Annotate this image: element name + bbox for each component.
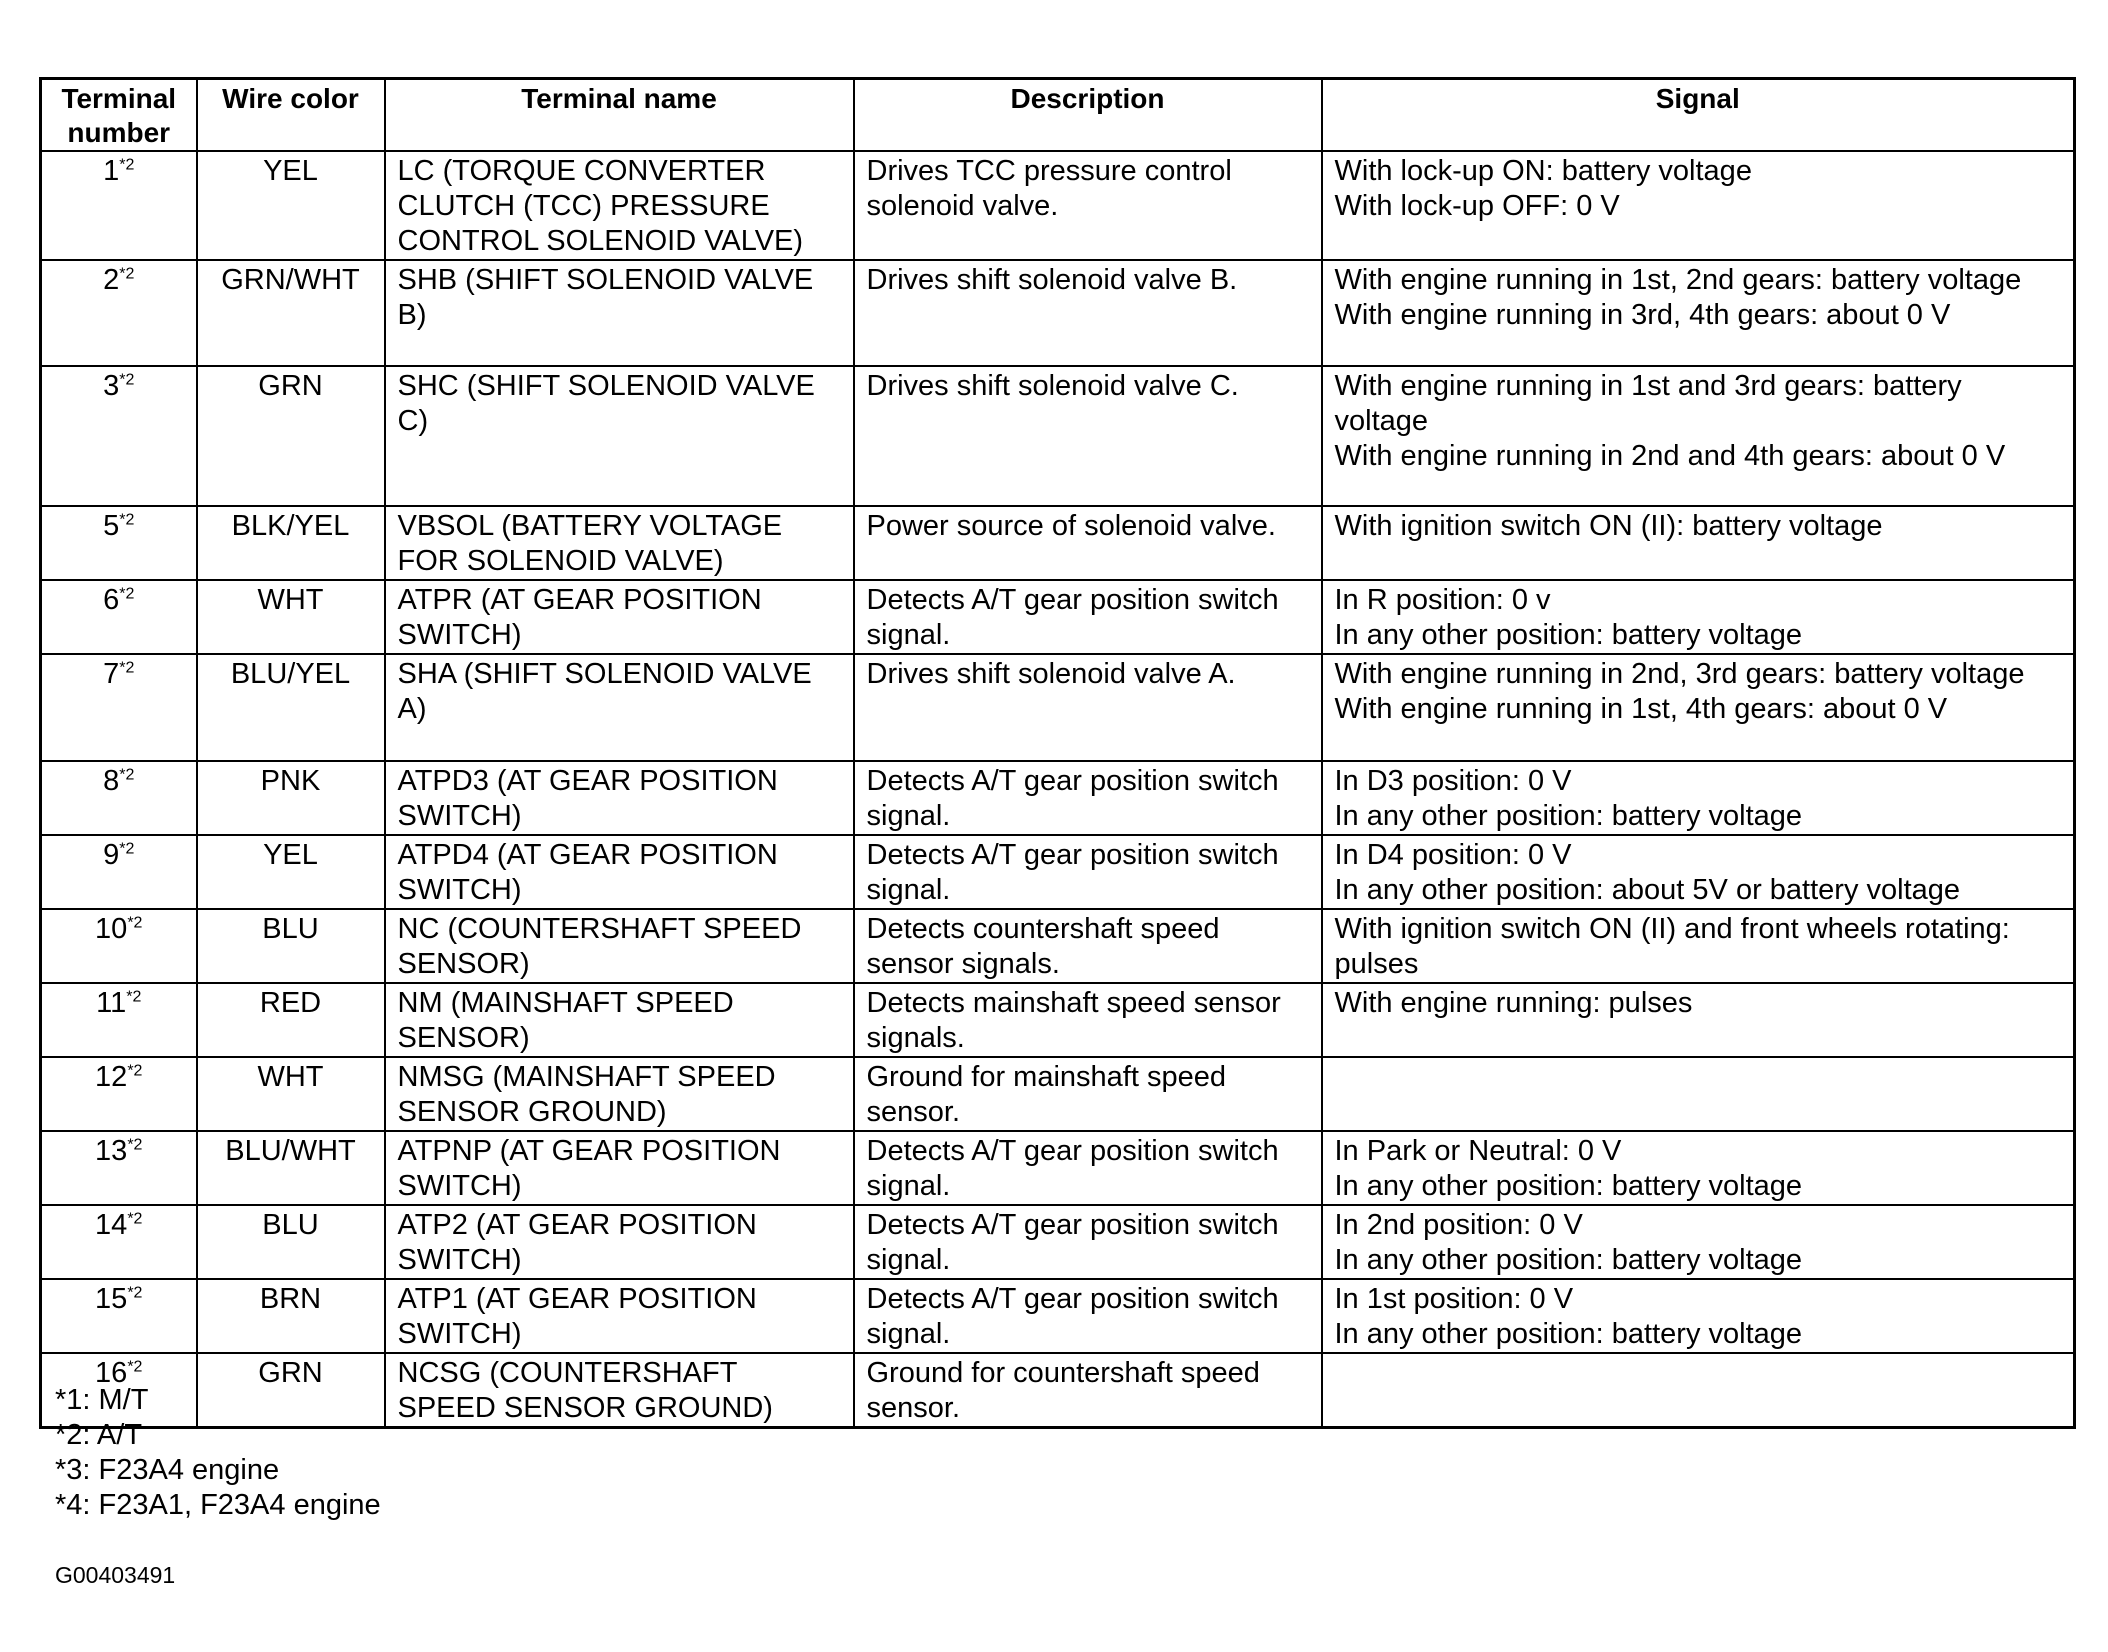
cell-terminal-name: ATP2 (AT GEAR POSITION SWITCH)	[385, 1205, 854, 1279]
signal-line: With engine running in 2nd, 3rd gears: battery voltage	[1334, 658, 2025, 690]
terminal-number: 1	[103, 155, 120, 187]
cell-terminal-number	[41, 1205, 197, 1279]
table-row	[41, 366, 2075, 506]
cell-description: Detects countershaft speed sensor signals.	[854, 909, 1322, 983]
header-signal: Signal	[1322, 79, 2075, 152]
footnote-mark: *2	[127, 1284, 143, 1302]
terminal-number: 9	[103, 839, 120, 871]
cell-wire-color: BLU	[197, 909, 385, 983]
signal-line: In any other position: battery voltage	[1334, 1170, 1803, 1202]
cell-wire-color: BLK/YEL	[197, 506, 385, 580]
footnote: *3: F23A4 engine	[55, 1454, 280, 1486]
cell-terminal-number	[41, 761, 197, 835]
cell-wire-color: GRN/WHT	[197, 260, 385, 366]
cell-description: Drives shift solenoid valve A.	[854, 654, 1322, 761]
cell-terminal-name: NMSG (MAINSHAFT SPEED SENSOR GROUND)	[385, 1057, 854, 1131]
footnotes	[55, 1383, 381, 1523]
signal-line: In any other position: battery voltage	[1334, 800, 1803, 832]
table-row	[41, 506, 2075, 580]
cell-terminal-number	[41, 1057, 197, 1131]
cell-signal	[1322, 260, 2075, 366]
cell-terminal-number	[41, 654, 197, 761]
table-row	[41, 909, 2075, 983]
table-body	[41, 151, 2075, 1428]
cell-signal	[1322, 506, 2075, 580]
cell-signal	[1322, 909, 2075, 983]
table-row	[41, 983, 2075, 1057]
table-row	[41, 835, 2075, 909]
figure-id: G00403491	[55, 1562, 176, 1588]
footnote-mark: *2	[127, 1136, 143, 1154]
signal-line: With lock-up ON: battery voltage	[1334, 155, 1752, 187]
terminal-number: 3	[103, 370, 120, 402]
cell-terminal-number	[41, 983, 197, 1057]
cell-description: Power source of solenoid valve.	[854, 506, 1322, 580]
terminal-number: 15	[95, 1283, 128, 1315]
terminal-table	[39, 77, 2076, 1429]
cell-signal	[1322, 366, 2075, 506]
footnote-mark: *2	[119, 659, 135, 677]
terminal-number: 10	[95, 913, 128, 945]
header-terminal-name: Terminal name	[385, 79, 854, 152]
cell-signal	[1322, 1205, 2075, 1279]
cell-wire-color: BLU/WHT	[197, 1131, 385, 1205]
terminal-number: 6	[103, 584, 120, 616]
signal-line: With engine running: pulses	[1334, 987, 1693, 1019]
terminal-number: 7	[103, 658, 120, 690]
cell-description: Detects mainshaft speed sensor signals.	[854, 983, 1322, 1057]
cell-wire-color: GRN	[197, 366, 385, 506]
header-description: Description	[854, 79, 1322, 152]
terminal-number: 12	[95, 1061, 128, 1093]
cell-terminal-number	[41, 260, 197, 366]
cell-signal	[1322, 835, 2075, 909]
footnote-mark: *2	[119, 585, 135, 603]
cell-signal	[1322, 1279, 2075, 1353]
signal-line: In 1st position: 0 V	[1334, 1283, 1574, 1315]
signal-line: With engine running in 1st, 4th gears: about 0 V	[1334, 693, 1948, 725]
cell-terminal-number	[41, 580, 197, 654]
cell-terminal-number	[41, 151, 197, 260]
footnote-mark: *2	[127, 1062, 143, 1080]
cell-terminal-name: ATPNP (AT GEAR POSITION SWITCH)	[385, 1131, 854, 1205]
signal-line: In D3 position: 0 V	[1334, 765, 1572, 797]
terminal-number: 5	[103, 510, 120, 542]
signal-line: In R position: 0 v	[1334, 584, 1551, 616]
cell-terminal-number	[41, 1279, 197, 1353]
footnote-mark: *2	[119, 511, 135, 529]
signal-line: In any other position: battery voltage	[1334, 619, 1803, 651]
cell-terminal-name: SHB (SHIFT SOLENOID VALVE B)	[385, 260, 854, 366]
terminal-table-container	[39, 77, 2073, 1429]
cell-signal	[1322, 761, 2075, 835]
signal-line: With engine running in 1st and 3rd gears: battery voltage	[1334, 370, 1962, 437]
signal-line: In Park or Neutral: 0 V	[1334, 1135, 1622, 1167]
footnote-mark: *2	[127, 914, 143, 932]
cell-terminal-name: ATPD4 (AT GEAR POSITION SWITCH)	[385, 835, 854, 909]
cell-description: Ground for mainshaft speed sensor.	[854, 1057, 1322, 1131]
cell-description: Ground for countershaft speed sensor.	[854, 1353, 1322, 1428]
table-row	[41, 260, 2075, 366]
cell-terminal-name: SHA (SHIFT SOLENOID VALVE A)	[385, 654, 854, 761]
footnote: *4: F23A1, F23A4 engine	[55, 1489, 381, 1521]
cell-wire-color: YEL	[197, 835, 385, 909]
signal-line: With engine running in 2nd and 4th gears: about 0 V	[1334, 440, 2006, 472]
cell-terminal-number	[41, 835, 197, 909]
cell-wire-color: BLU/YEL	[197, 654, 385, 761]
cell-terminal-name: SHC (SHIFT SOLENOID VALVE C)	[385, 366, 854, 506]
footnote-mark: *2	[127, 1358, 143, 1376]
cell-signal	[1322, 983, 2075, 1057]
signal-line: In any other position: battery voltage	[1334, 1244, 1803, 1276]
cell-wire-color: BRN	[197, 1279, 385, 1353]
cell-terminal-name: ATP1 (AT GEAR POSITION SWITCH)	[385, 1279, 854, 1353]
table-header-row	[41, 79, 2075, 152]
cell-wire-color: WHT	[197, 1057, 385, 1131]
terminal-number: 14	[95, 1209, 128, 1241]
cell-wire-color: PNK	[197, 761, 385, 835]
table-row	[41, 580, 2075, 654]
table-row	[41, 1279, 2075, 1353]
table-row	[41, 151, 2075, 260]
cell-wire-color: RED	[197, 983, 385, 1057]
cell-signal	[1322, 1353, 2075, 1428]
signal-line: With ignition switch ON (II): battery voltage	[1334, 510, 1883, 542]
cell-description: Detects A/T gear position switch signal.	[854, 580, 1322, 654]
cell-signal	[1322, 1057, 2075, 1131]
cell-description: Detects A/T gear position switch signal.	[854, 1131, 1322, 1205]
signal-line: With engine running in 1st, 2nd gears: battery voltage	[1334, 264, 2022, 296]
cell-signal	[1322, 151, 2075, 260]
cell-terminal-name: ATPR (AT GEAR POSITION SWITCH)	[385, 580, 854, 654]
signal-line: With ignition switch ON (II) and front wheels rotating: pulses	[1334, 913, 2010, 980]
signal-line: In 2nd position: 0 V	[1334, 1209, 1583, 1241]
cell-wire-color: GRN	[197, 1353, 385, 1428]
cell-terminal-name: LC (TORQUE CONVERTER CLUTCH (TCC) PRESSURE CONTROL SOLENOID VALVE)	[385, 151, 854, 260]
footnote: *1: M/T	[55, 1384, 149, 1416]
table-row	[41, 1057, 2075, 1131]
cell-description: Detects A/T gear position switch signal.	[854, 761, 1322, 835]
signal-line: With engine running in 3rd, 4th gears: about 0 V	[1334, 299, 1951, 331]
signal-line: In D4 position: 0 V	[1334, 839, 1572, 871]
table-row	[41, 1131, 2075, 1205]
cell-terminal-name: NCSG (COUNTERSHAFT SPEED SENSOR GROUND)	[385, 1353, 854, 1428]
terminal-number: 13	[95, 1135, 128, 1167]
table-row	[41, 761, 2075, 835]
terminal-number: 2	[103, 264, 120, 296]
footnote: *2: A/T	[55, 1419, 143, 1451]
cell-description: Drives shift solenoid valve B.	[854, 260, 1322, 366]
cell-description: Drives TCC pressure control solenoid valve.	[854, 151, 1322, 260]
cell-wire-color: YEL	[197, 151, 385, 260]
signal-line: In any other position: about 5V or battery voltage	[1334, 874, 1961, 906]
footnote-mark: *2	[127, 1210, 143, 1228]
cell-signal	[1322, 580, 2075, 654]
footnote-mark: *2	[119, 371, 135, 389]
cell-description: Detects A/T gear position switch signal.	[854, 835, 1322, 909]
cell-wire-color: WHT	[197, 580, 385, 654]
signal-line: In any other position: battery voltage	[1334, 1318, 1803, 1350]
cell-terminal-name: ATPD3 (AT GEAR POSITION SWITCH)	[385, 761, 854, 835]
cell-description: Drives shift solenoid valve C.	[854, 366, 1322, 506]
footnote-mark: *2	[119, 156, 135, 174]
footnote-mark: *2	[126, 988, 142, 1006]
table-row	[41, 1205, 2075, 1279]
cell-terminal-number	[41, 909, 197, 983]
signal-line: With lock-up OFF: 0 V	[1334, 190, 1620, 222]
terminal-number: 11	[96, 987, 127, 1019]
header-terminal-number: Terminal number	[41, 79, 197, 152]
cell-terminal-number	[41, 1131, 197, 1205]
cell-terminal-name: NC (COUNTERSHAFT SPEED SENSOR)	[385, 909, 854, 983]
terminal-number: 8	[103, 765, 120, 797]
cell-signal	[1322, 654, 2075, 761]
footnote-mark: *2	[119, 766, 135, 784]
cell-wire-color: BLU	[197, 1205, 385, 1279]
cell-terminal-name: VBSOL (BATTERY VOLTAGE FOR SOLENOID VALVE)	[385, 506, 854, 580]
table-row	[41, 654, 2075, 761]
footnote-mark: *2	[119, 840, 135, 858]
cell-description: Detects A/T gear position switch signal.	[854, 1279, 1322, 1353]
terminal-number: 16	[95, 1357, 128, 1389]
cell-signal	[1322, 1131, 2075, 1205]
cell-terminal-number	[41, 366, 197, 506]
footnote-mark: *2	[119, 265, 135, 283]
cell-terminal-name: NM (MAINSHAFT SPEED SENSOR)	[385, 983, 854, 1057]
header-wire-color: Wire color	[197, 79, 385, 152]
cell-terminal-number	[41, 506, 197, 580]
cell-description: Detects A/T gear position switch signal.	[854, 1205, 1322, 1279]
